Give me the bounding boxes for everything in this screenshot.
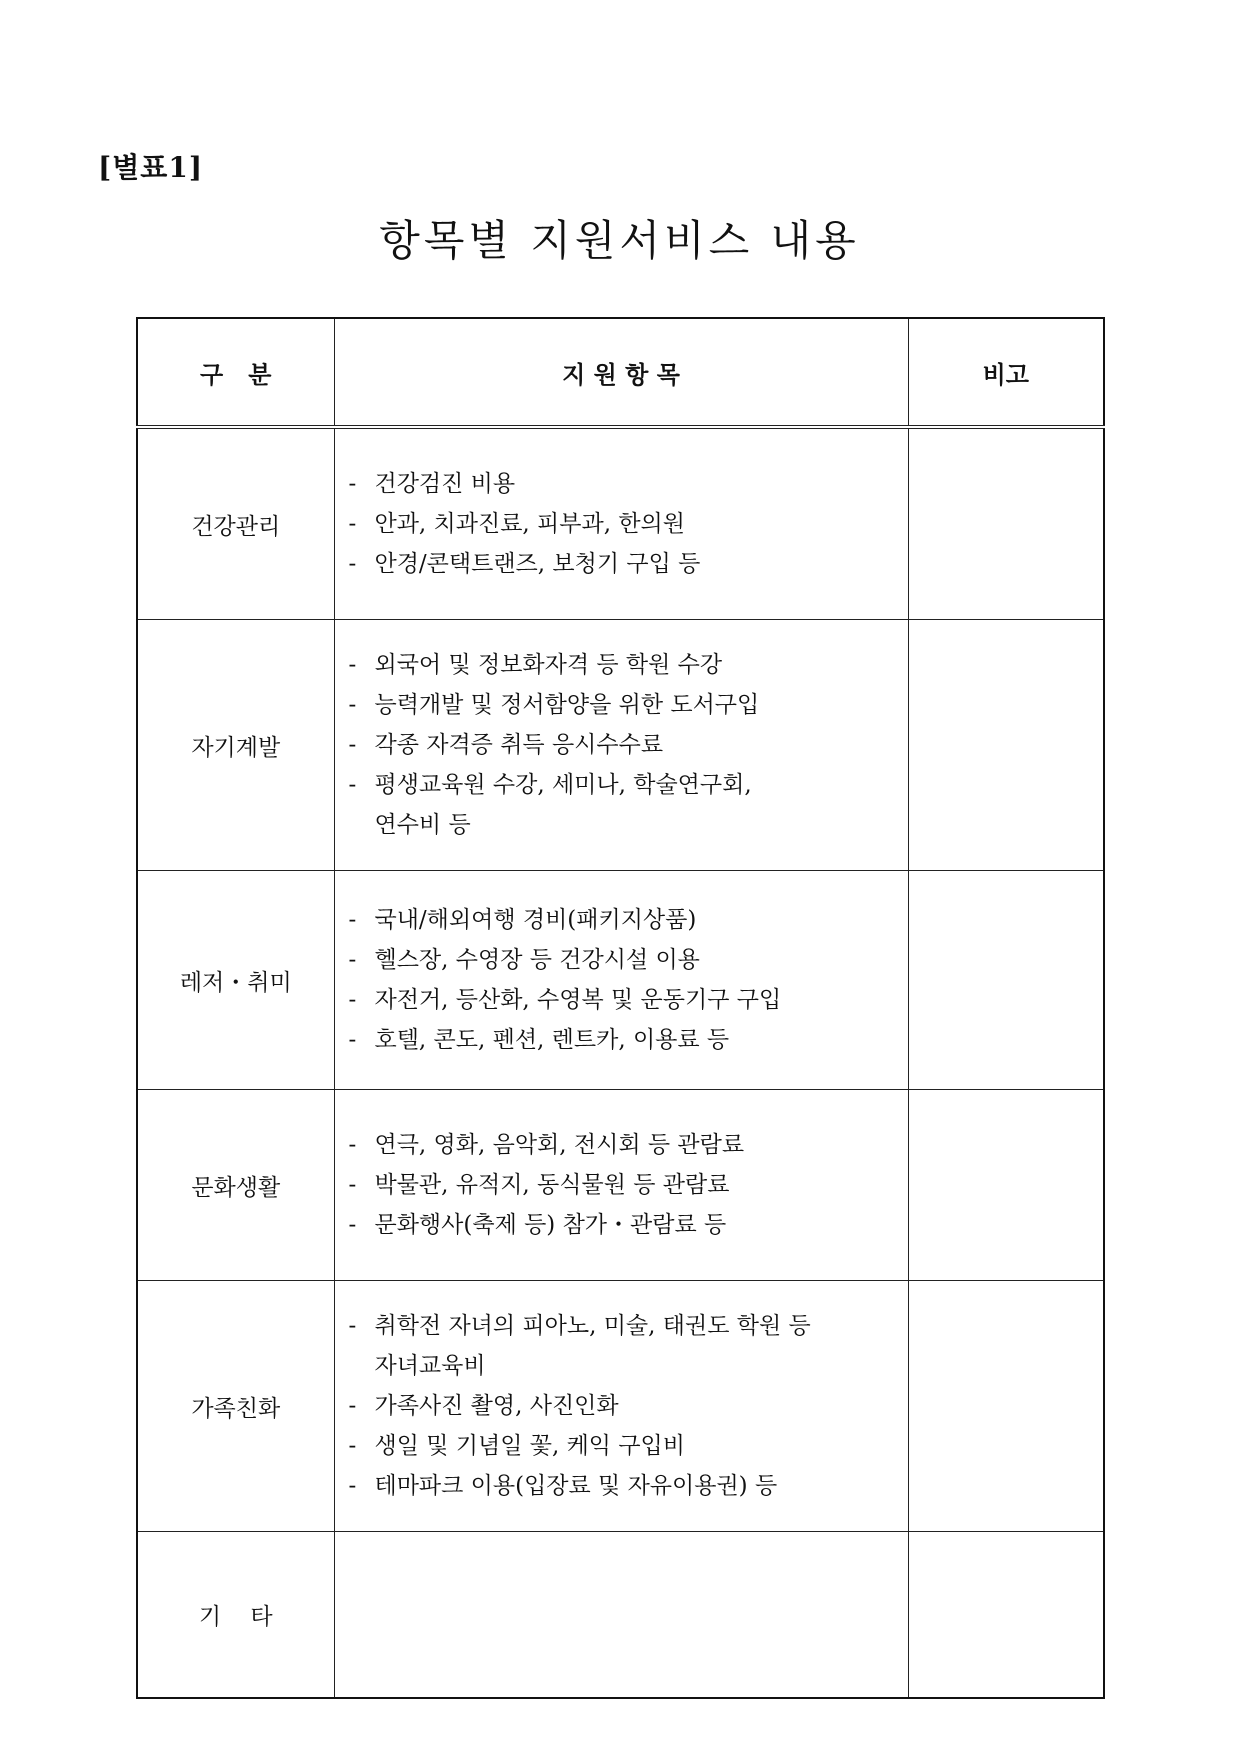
dash-marker: - — [348, 987, 357, 1013]
item-text: 연극, 영화, 음악회, 전시회 등 관람료 — [374, 1132, 745, 1158]
annex-label: [별표1] — [98, 151, 204, 184]
item-text: 가족사진 촬영, 사진인화 — [374, 1393, 619, 1419]
items-list — [349, 1125, 908, 1245]
note-cell — [908, 871, 1104, 1090]
dash-marker: - — [348, 1172, 357, 1198]
item-text: 호텔, 콘도, 펜션, 렌트카, 이용료 등 — [374, 1027, 730, 1053]
dash-marker: - — [348, 551, 357, 577]
items-cell — [334, 1090, 908, 1281]
category-cell: 자기계발 — [137, 620, 334, 871]
table-row — [137, 1090, 1104, 1281]
item-text: 외국어 및 정보화자격 등 학원 수강 — [374, 652, 723, 678]
item-text: 국내/해외여행 경비(패키지상품) — [374, 907, 697, 933]
dash-marker: - — [348, 1313, 357, 1339]
category-cell: 건강관리 — [137, 427, 334, 620]
document-title: 항목별 지원서비스 내용 — [379, 216, 860, 265]
note-cell — [908, 427, 1104, 620]
list-item — [349, 900, 908, 940]
item-text: 생일 및 기념일 꽃, 케익 구입비 — [374, 1433, 685, 1459]
dash-marker: - — [348, 947, 357, 973]
note-cell — [908, 620, 1104, 871]
table-row — [137, 1281, 1104, 1532]
list-item — [349, 940, 908, 980]
list-item — [349, 1020, 908, 1060]
list-item — [349, 645, 908, 685]
header-items: 지 원 항 목 — [334, 318, 908, 427]
list-item — [349, 1125, 908, 1165]
note-cell — [908, 1532, 1104, 1699]
support-items-table — [136, 317, 1105, 1699]
item-text: 자전거, 등산화, 수영복 및 운동기구 구입 — [374, 987, 782, 1013]
dash-marker: - — [348, 471, 357, 497]
item-text: 각종 자격증 취득 응시수수료 — [374, 732, 664, 758]
list-item — [349, 685, 908, 725]
item-text: 헬스장, 수영장 등 건강시설 이용 — [374, 947, 700, 973]
category-cell: 문화생활 — [137, 1090, 334, 1281]
list-item — [349, 980, 908, 1020]
dash-marker: - — [348, 1212, 357, 1238]
item-text-continued: 연수비 등 — [374, 812, 471, 838]
category-cell: 가족친화 — [137, 1281, 334, 1532]
dash-marker: - — [348, 1473, 357, 1499]
items-list — [349, 1306, 908, 1506]
dash-marker: - — [348, 732, 357, 758]
table-header-row — [137, 318, 1104, 427]
list-item — [349, 1426, 908, 1466]
item-text: 문화행사(축제 등) 참가・관람료 등 — [374, 1212, 727, 1238]
list-item — [349, 1386, 908, 1426]
items-list — [349, 900, 908, 1060]
items-list — [349, 645, 908, 845]
list-item — [349, 504, 908, 544]
list-item — [349, 1205, 908, 1245]
dash-marker: - — [348, 1433, 357, 1459]
items-cell — [334, 1532, 908, 1699]
list-item — [349, 1306, 908, 1386]
table-row — [137, 1532, 1104, 1699]
dash-marker: - — [348, 772, 357, 798]
list-item — [349, 464, 908, 504]
item-text: 테마파크 이용(입장료 및 자유이용권) 등 — [374, 1473, 778, 1499]
dash-marker: - — [348, 1132, 357, 1158]
list-item — [349, 1165, 908, 1205]
dash-marker: - — [348, 1393, 357, 1419]
dash-marker: - — [348, 907, 357, 933]
table-row — [137, 427, 1104, 620]
items-cell — [334, 427, 908, 620]
dash-marker: - — [348, 692, 357, 718]
note-cell — [908, 1281, 1104, 1532]
list-item — [349, 1466, 908, 1506]
table-row — [137, 620, 1104, 871]
header-note: 비고 — [908, 318, 1104, 427]
category-cell: 레저・취미 — [137, 871, 334, 1090]
item-text-continued: 자녀교육비 — [374, 1353, 486, 1379]
item-text: 능력개발 및 정서함양을 위한 도서구입 — [374, 692, 760, 718]
header-category: 구 분 — [137, 318, 334, 427]
list-item — [349, 725, 908, 765]
items-cell — [334, 1281, 908, 1532]
table-row — [137, 871, 1104, 1090]
dash-marker: - — [348, 511, 357, 537]
items-list — [349, 464, 908, 584]
dash-marker: - — [348, 652, 357, 678]
category-cell: 기 타 — [137, 1532, 334, 1699]
item-text: 건강검진 비용 — [374, 471, 516, 497]
note-cell — [908, 1090, 1104, 1281]
item-text: 취학전 자녀의 피아노, 미술, 태권도 학원 등 — [374, 1313, 811, 1339]
item-text: 평생교육원 수강, 세미나, 학술연구회, — [374, 772, 752, 798]
item-text: 박물관, 유적지, 동식물원 등 관람료 — [374, 1172, 730, 1198]
items-cell — [334, 620, 908, 871]
list-item — [349, 544, 908, 584]
item-text: 안과, 치과진료, 피부과, 한의원 — [374, 511, 685, 537]
items-cell — [334, 871, 908, 1090]
item-text: 안경/콘택트랜즈, 보청기 구입 등 — [374, 551, 701, 577]
dash-marker: - — [348, 1027, 357, 1053]
list-item — [349, 765, 908, 845]
